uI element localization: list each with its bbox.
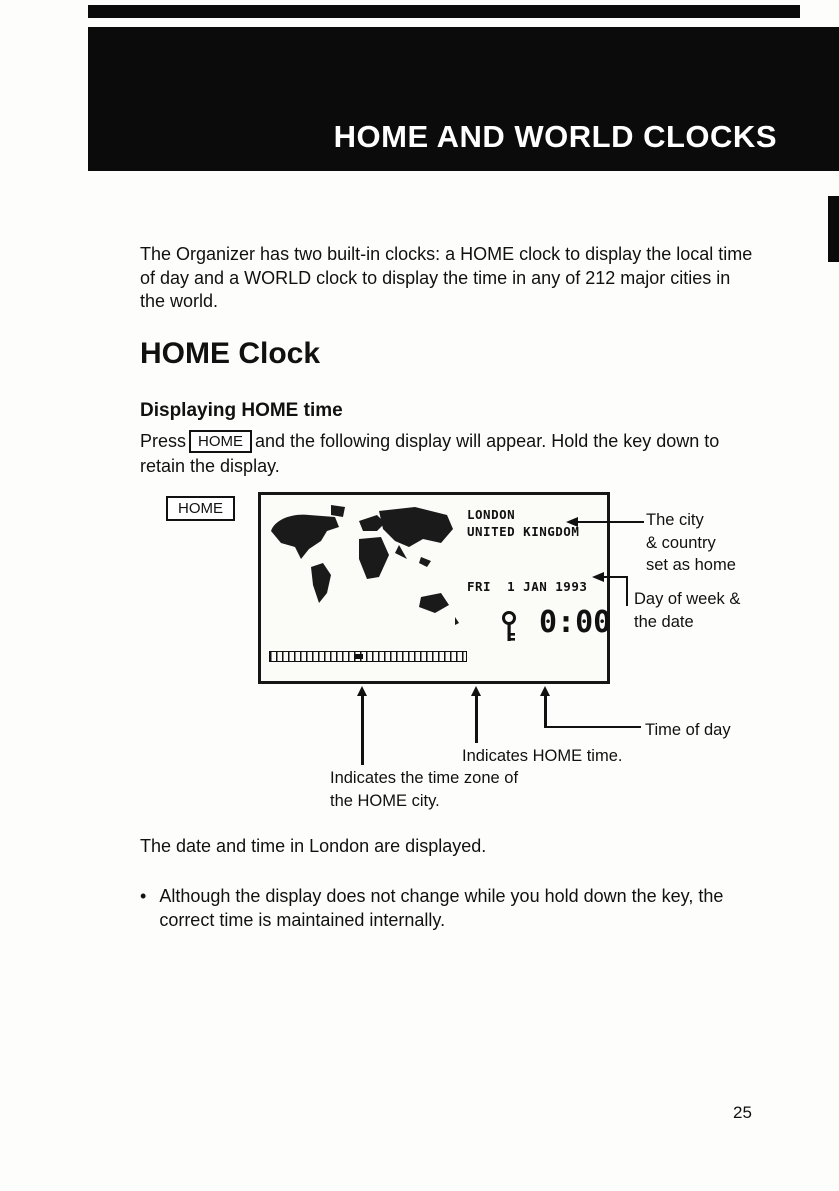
callout-city-country — [646, 509, 736, 577]
instruction-text-after: and the following display will appear. Hold the key down to retain the display. — [140, 431, 720, 476]
top-border-strip — [88, 5, 800, 18]
chapter-banner — [88, 27, 839, 171]
callout-line-city — [578, 521, 644, 523]
callout-arrow-date — [592, 572, 604, 582]
home-time-key-icon — [501, 611, 517, 643]
section-heading: HOME Clock — [140, 337, 321, 370]
home-key-button: HOME — [166, 496, 235, 521]
page-edge-tab — [828, 196, 839, 262]
callout-time-of-day: Time of day — [645, 721, 731, 739]
region-india — [395, 545, 407, 559]
instruction-text-before: Press — [140, 431, 187, 451]
instruction-paragraph — [140, 429, 724, 479]
home-city-text: LONDON — [467, 507, 516, 522]
callout-line-text: the date — [634, 612, 694, 631]
subsection-heading: Displaying HOME time — [140, 400, 343, 421]
home-key-inline: HOME — [189, 430, 252, 453]
callout-line-timezone — [361, 695, 364, 765]
continent-greenland — [331, 505, 345, 517]
callout-time-zone — [330, 767, 518, 812]
callout-line-hometime — [475, 695, 478, 743]
continent-north-america — [271, 515, 339, 559]
organizer-display — [258, 492, 610, 684]
intro-paragraph: The Organizer has two built-in clocks: a HOME clock to display the local time of day and a WORLD clock to display the time in any of 212 major cities in the world. — [140, 244, 753, 311]
callout-line-text: & country — [646, 533, 716, 552]
bullet-marker: • — [140, 886, 147, 906]
result-paragraph: The date and time in London are displayed. — [140, 836, 487, 856]
continent-africa — [359, 537, 389, 579]
region-new-zealand — [455, 617, 459, 625]
home-date-text: FRI 1 JAN 1993 — [467, 579, 588, 594]
callout-line-text: Day of week & — [634, 590, 741, 608]
continent-australia — [419, 593, 449, 613]
callout-line-date-v — [626, 576, 628, 606]
time-zone-marker — [354, 654, 363, 659]
continent-south-america — [311, 563, 331, 603]
page-number: 25 — [733, 1103, 752, 1122]
callout-day-date — [634, 588, 740, 633]
callout-line-timeofday-v — [544, 695, 547, 728]
callout-line-text: the HOME city. — [330, 791, 440, 810]
home-time-text: 0:00 — [539, 605, 612, 640]
home-country-text: UNITED KINGDOM — [467, 524, 580, 539]
callout-home-time: Indicates HOME time. — [462, 747, 623, 765]
callout-line-date-h — [604, 576, 628, 578]
callout-line-text: set as home — [646, 556, 736, 574]
callout-arrow-city — [566, 517, 578, 527]
note-text: Although the display does not change while you hold down the key, the correct time is maintained internally. — [159, 886, 724, 930]
chapter-title: HOME AND WORLD CLOCKS — [333, 119, 777, 154]
world-map — [265, 501, 469, 645]
callout-line-timeofday-h — [544, 726, 641, 728]
note-item — [140, 884, 746, 932]
region-se-asia — [419, 557, 431, 567]
continent-asia — [379, 507, 453, 547]
time-zone-bar — [269, 651, 467, 662]
callout-line-text: The city — [646, 511, 704, 529]
callout-line-text: Indicates the time zone of — [330, 769, 519, 787]
